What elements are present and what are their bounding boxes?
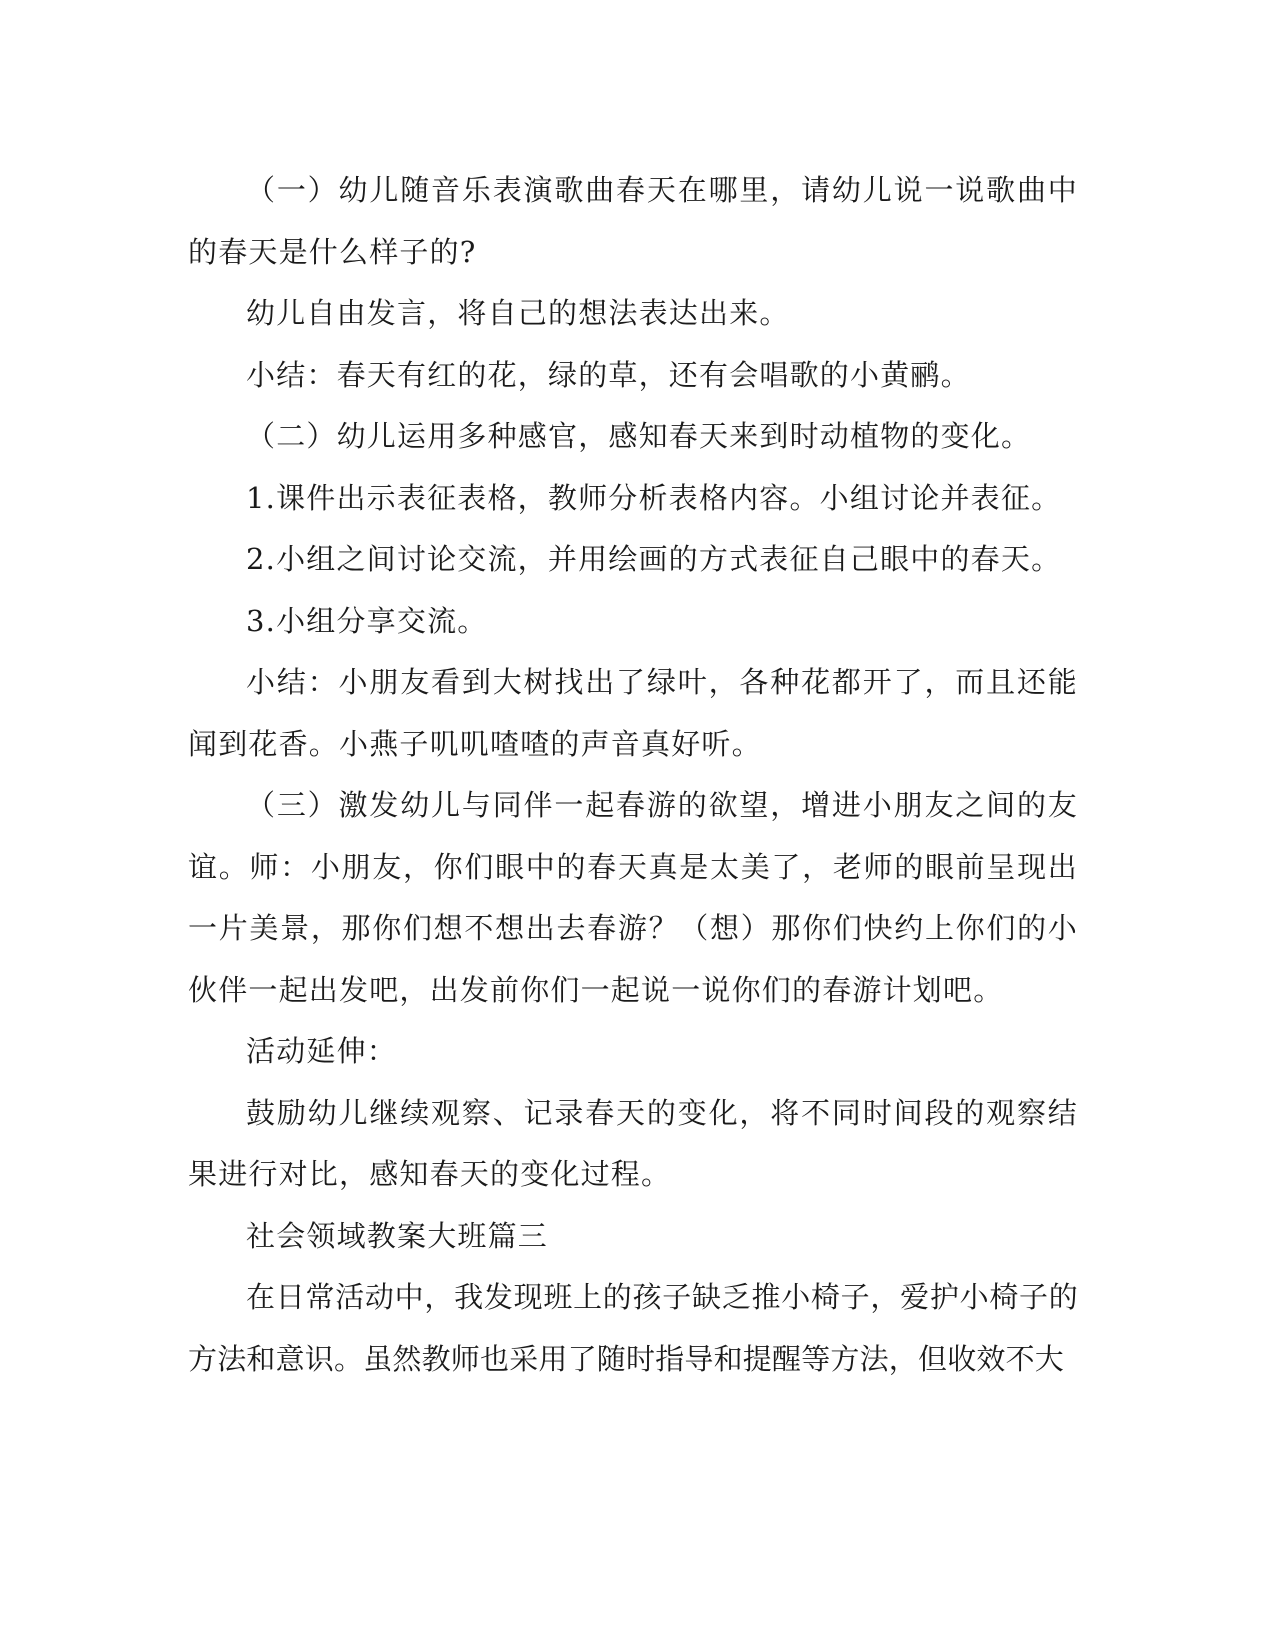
- paragraph-free-speech: 幼儿自由发言，将自己的想法表达出来。: [246, 296, 790, 330]
- paragraph-step-two: 2.小组之间讨论交流，并用绘画的方式表征自己眼中的春天。: [246, 542, 1062, 576]
- paragraph-activity-two: （二）幼儿运用多种感官，感知春天来到时动植物的变化。: [246, 419, 1032, 453]
- paragraph-activity-one: （一）幼儿随音乐表演歌曲春天在哪里，请幼儿说一说歌曲中的春天是什么样子的?: [188, 173, 1078, 269]
- paragraph-part-three-intro: 在日常活动中，我发现班上的孩子缺乏推小椅子，爱护小椅子的方法和意识。虽然教师也采用了随时指导和提醒等方法，但收效不大: [188, 1280, 1078, 1376]
- paragraph-step-one: 1.课件出示表征表格，教师分析表格内容。小组讨论并表征。: [246, 480, 1062, 515]
- paragraph-extension-heading: 活动延伸：: [246, 1034, 398, 1068]
- paragraph-summary-two: 小结：小朋友看到大树找出了绿叶，各种花都开了，而且还能闻到花香。小燕子叽叽喳喳的声音真好听。: [188, 665, 1078, 761]
- paragraph-activity-three: （三）激发幼儿与同伴一起春游的欲望，增进小朋友之间的友谊。师：小朋友，你们眼中的春天真是太美了，老师的眼前呈现出一片美景，那你们想不想出去春游？（想）那你们快约上你们的小伙伴一起出发吧，出发前你们一起说一说你们的春游计划吧。: [188, 788, 1078, 1007]
- document-body: [188, 160, 1078, 1390]
- paragraph-step-three: 3.小组分享交流。: [246, 603, 488, 638]
- section-heading-part-three: 社会领域教案大班篇三: [246, 1218, 549, 1253]
- paragraph-extension-body: 鼓励幼儿继续观察、记录春天的变化，将不同时间段的观察结果进行对比，感知春天的变化过程。: [188, 1095, 1078, 1191]
- paragraph-summary-one: 小结：春天有红的花，绿的草，还有会唱歌的小黄鹂。: [246, 357, 971, 392]
